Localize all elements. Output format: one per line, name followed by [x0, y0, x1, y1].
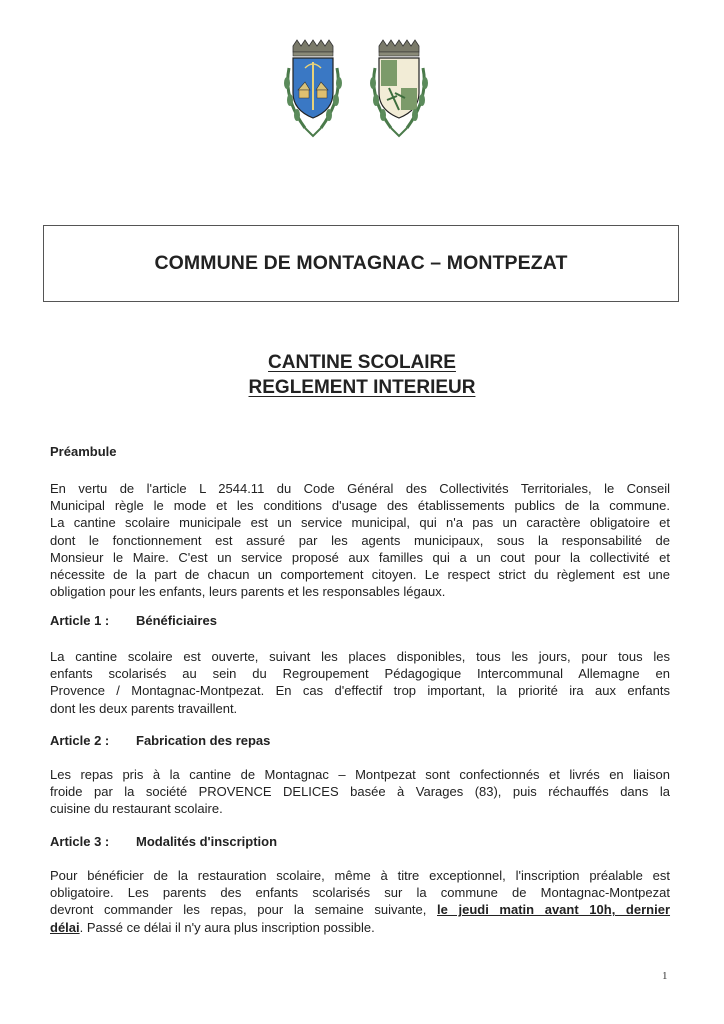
article-2-line: Les repas pris à la cantine de Montagnac – Montpezat sont confectionnés et livrés en liaison [50, 767, 670, 782]
preamble-line: nécessite de la part de chacun un comportement citoyen. Le respect strict du règlement est une [50, 567, 670, 583]
article-1-line: Provence / Montagnac-Montpezat. En cas d'effectif trop important, la priorité ira aux enfants [50, 683, 670, 699]
preamble-line: obligation pour les enfants, leurs parents et les responsables légaux. [50, 584, 446, 600]
article-1-line: enfants scolarisés au sein du Regroupement Pédagogique Intercommunal Allemagne en [50, 666, 670, 682]
article-1-title: Bénéficiaires [136, 613, 217, 628]
article-3-line3-text: devront commander les repas, pour la semaine suivante, [50, 902, 438, 918]
article-2-number: Article 2 : [50, 733, 110, 748]
article-3-heading [50, 834, 277, 849]
article-1-paragraph [50, 648, 670, 717]
article-3-line [50, 919, 670, 936]
preamble-line: En vertu de l'article L 2544.11 du Code Général des Collectivités Territoriales, le Conseil [50, 481, 670, 496]
article-2-paragraph [50, 766, 670, 818]
article-2-heading [50, 733, 270, 748]
article-3-line4-text: . Passé ce délai il n'y aura plus inscription possible. [79, 919, 375, 935]
preamble-line: dont le fonctionnement est assuré par les agents municipaux, sous la responsabilité de [50, 532, 670, 548]
crests [283, 38, 447, 144]
article-3-line: Pour bénéficier de la restauration scolaire, même à titre exceptionnel, l'inscription préalable est [50, 868, 670, 883]
article-3-line [50, 901, 670, 918]
article-3-paragraph [50, 867, 670, 936]
article-1-line: dont les deux parents travaillent. [50, 700, 238, 716]
deadline-highlight-end: délai [50, 919, 80, 935]
article-2-title: Fabrication des repas [136, 733, 271, 748]
document-title-line2: REGLEMENT INTERIEUR [248, 377, 476, 398]
deadline-highlight: le jeudi matin avant 10h, dernier [437, 902, 671, 918]
preamble-line: Municipal règle le mode et les conditions d'usage des établissements publics de la commune. [50, 498, 670, 514]
article-3-title: Modalités d'inscription [136, 834, 278, 849]
preamble-line: La cantine scolaire municipale est un service municipal, qui n'a pas un caractère obligatoire et [50, 515, 670, 531]
article-2-line: froide par la société PROVENCE DELICES basée à Varages (83), puis réchauffés dans la [50, 784, 670, 800]
document-title-line1: CANTINE SCOLAIRE [268, 352, 456, 373]
preamble-line: Monsieur le Maire. C'est un service proposé aux familles qui a un cout pour la collectivité et [50, 549, 670, 565]
commune-title: COMMUNE DE MONTAGNAC – MONTPEZAT [154, 252, 568, 274]
page-number: 1 [662, 970, 668, 982]
article-3-number: Article 3 : [50, 834, 110, 849]
article-1-line: La cantine scolaire est ouverte, suivant les places disponibles, tous les jours, pour tous les [50, 649, 670, 664]
commune-title-box [43, 225, 679, 302]
preamble-paragraph [50, 480, 670, 600]
article-2-line: cuisine du restaurant scolaire. [50, 801, 223, 817]
article-1-heading [50, 613, 217, 628]
crest-montpezat-icon [370, 40, 428, 136]
article-3-line: obligatoire. Les parents des enfants scolarisés sur la commune de Montagnac-Montpezat [50, 885, 670, 901]
crest-montagnac-icon [284, 40, 342, 136]
article-1-number: Article 1 : [50, 613, 110, 628]
preamble-heading: Préambule [50, 444, 117, 459]
